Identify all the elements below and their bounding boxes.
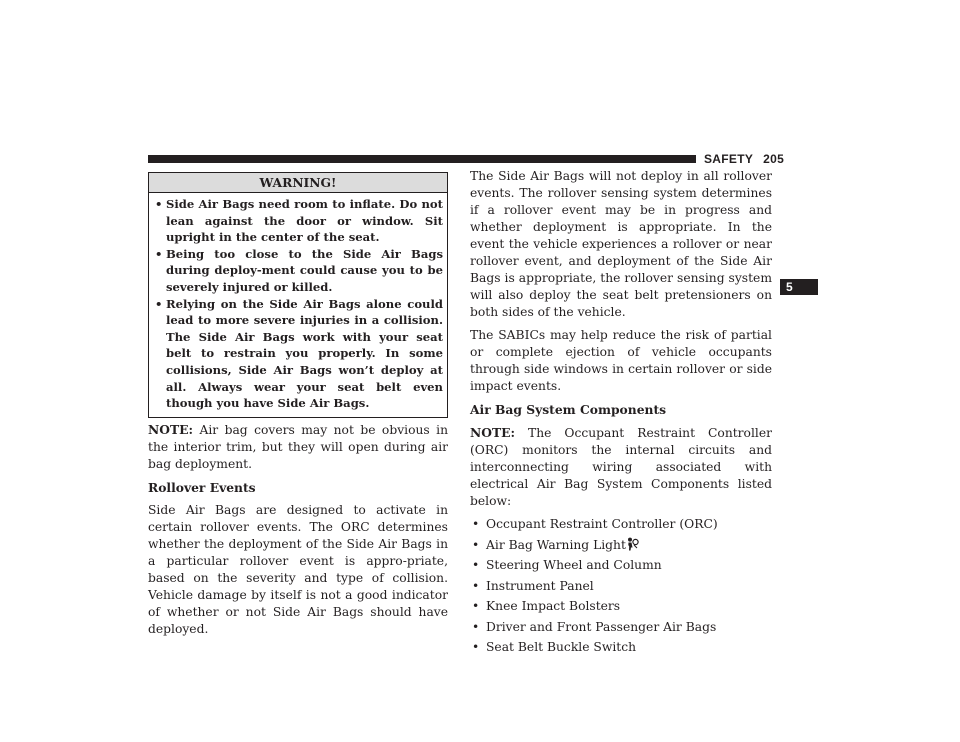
note-label: NOTE: [470, 425, 516, 440]
warning-title: WARNING! [149, 173, 447, 193]
left-column [148, 172, 448, 644]
warning-box [148, 172, 448, 418]
note-label: NOTE: [148, 421, 194, 437]
list-item: • Knee Impact Bolsters [470, 598, 772, 615]
warning-item: • Relying on the Side Air Bags alone could lead to more severe injuries in a collision. The Side Air Bags work with your seat belt to restrain you properly. In some collisions, Side Air Bags won’t deploy at all. Always wear your seat belt even though you have Side Air Bags. [149, 296, 443, 412]
paragraph-rollover: Side Air Bags are designed to activate in certain rollover events. The ORC determines whether the deployment of the Side Air Bags in a particular rollover event is appro-priate, based on the severity and type of collision. Vehicle damage by itself is not a good indicator of whether or not Side Air Bags should have deployed. [148, 502, 448, 636]
components-list [470, 516, 772, 656]
paragraph-sabic: The SABICs may help reduce the risk of partial or complete ejection of vehicle occupants through side windows in certain rollover or side impact events. [470, 328, 772, 393]
warning-list [149, 193, 447, 417]
chapter-tab: 5 [780, 279, 818, 295]
running-header [704, 152, 784, 166]
list-item: • Steering Wheel and Column [470, 557, 772, 574]
list-item [470, 537, 772, 554]
right-column [470, 168, 772, 660]
heading-components: Air Bag System Components [470, 402, 667, 417]
header-rule [148, 155, 696, 163]
list-item: • Instrument Panel [470, 578, 772, 595]
note-airbag-covers [148, 421, 448, 473]
note-orc [470, 424, 772, 510]
section-name: SAFETY [704, 152, 754, 166]
list-item: • Seat Belt Buckle Switch [470, 639, 772, 656]
list-item: • Driver and Front Passenger Air Bags [470, 619, 772, 636]
airbag-warning-icon [626, 537, 639, 551]
list-item-label: Air Bag Warning Light [486, 537, 626, 552]
warning-item: • Side Air Bags need room to inflate. Do not lean against the door or window. Sit upright in the center of the seat. [149, 196, 443, 246]
note-text: The Occupant Restraint Controller (ORC) monitors the internal circuits and interconnecting wiring associated with electrical Air Bag System Components listed below: [470, 426, 772, 508]
paragraph-rollover-deploy: The Side Air Bags will not deploy in all rollover events. The rollover sensing system determines if a rollover event may be in progress and whether deployment is appropriate. In the event the vehicle experiences a rollover or near rollover event, and deployment of the Side Air Bags is appropriate, the rollover sensing system will also deploy the seat belt pretensioners on both sides of the vehicle. [470, 169, 772, 319]
note-text: Air bag covers may not be obvious in the interior trim, but they will open during air bag deployment. [148, 422, 448, 471]
list-item: • Occupant Restraint Controller (ORC) [470, 516, 772, 533]
heading-rollover-events: Rollover Events [148, 479, 256, 495]
warning-item: • Being too close to the Side Air Bags during deploy-ment could cause you to be severely injured or killed. [149, 246, 443, 296]
page-number: 205 [763, 152, 785, 166]
